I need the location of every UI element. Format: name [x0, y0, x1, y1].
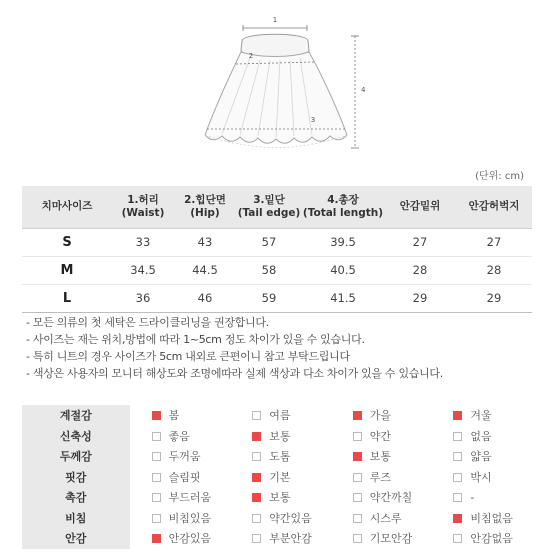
attribute-option — [431, 508, 532, 529]
attribute-option-label: 보통 — [269, 491, 291, 505]
attribute-option-label: 약간까칠 — [369, 491, 413, 505]
attribute-option-label: 비침없음 — [470, 511, 513, 525]
attribute-option-label: 여름 — [269, 409, 291, 423]
unchecked-checkbox-icon — [353, 432, 362, 441]
size-label: M — [22, 256, 112, 284]
marker-1: 1 — [272, 16, 278, 24]
unchecked-checkbox-icon — [152, 452, 161, 461]
unchecked-checkbox-icon — [252, 514, 261, 523]
checked-checkbox-icon — [252, 493, 261, 502]
attribute-option-label: 시스루 — [369, 511, 402, 525]
unchecked-checkbox-icon — [453, 432, 462, 441]
attribute-option-label: 겨울 — [470, 409, 492, 423]
waist-dimension-marker — [243, 16, 307, 31]
attribute-label: 계절감 — [22, 405, 130, 426]
attribute-option — [331, 405, 432, 426]
attribute-row — [22, 426, 532, 447]
attribute-option-label: 보통 — [369, 450, 392, 464]
attribute-option-label: 슬림핏 — [168, 470, 201, 484]
checked-checkbox-icon — [252, 473, 261, 482]
size-row-l — [22, 284, 532, 312]
attribute-option — [331, 528, 432, 549]
size-value: 29 — [456, 284, 532, 312]
checked-checkbox-icon — [353, 411, 362, 420]
attribute-option-label: 부분안감 — [269, 532, 312, 546]
size-value: 39.5 — [302, 228, 384, 256]
attribute-label: 비침 — [22, 508, 130, 529]
unchecked-checkbox-icon — [152, 473, 161, 482]
checked-checkbox-icon — [453, 514, 462, 523]
note-item: - 사이즈는 재는 위치,방법에 따라 1~5cm 정도 차이가 있을 수 있습니다. — [26, 333, 365, 346]
attribute-option-label: 기본 — [269, 470, 291, 484]
attribute-option-label: 도톰 — [269, 450, 291, 464]
attribute-table — [22, 405, 532, 549]
attribute-option — [331, 508, 432, 529]
attribute-option-label: 기모안감 — [369, 532, 413, 546]
marker-2: 2 — [248, 52, 254, 60]
attribute-option — [431, 446, 532, 467]
attribute-option — [431, 467, 532, 488]
attribute-option — [130, 446, 231, 467]
attribute-option — [230, 467, 331, 488]
attribute-option — [130, 467, 231, 488]
care-notes — [26, 314, 443, 382]
unchecked-checkbox-icon — [252, 534, 261, 543]
attribute-option — [230, 487, 331, 508]
size-value: 41.5 — [302, 284, 384, 312]
attribute-option-label: 좋음 — [168, 429, 190, 443]
attribute-option — [331, 426, 432, 447]
unchecked-checkbox-icon — [453, 473, 462, 482]
unchecked-checkbox-icon — [353, 514, 362, 523]
size-value: 40.5 — [302, 256, 384, 284]
skirt-diagram — [0, 0, 554, 165]
unchecked-checkbox-icon — [353, 473, 362, 482]
size-label: L — [22, 284, 112, 312]
size-row-m — [22, 256, 532, 284]
attribute-option — [130, 405, 231, 426]
checked-checkbox-icon — [252, 432, 261, 441]
unchecked-checkbox-icon — [152, 493, 161, 502]
attribute-option — [230, 426, 331, 447]
attribute-option-label: 안감없음 — [470, 532, 513, 546]
attribute-option — [230, 528, 331, 549]
unchecked-checkbox-icon — [453, 452, 462, 461]
attribute-label: 두께감 — [22, 446, 130, 467]
attribute-option — [431, 405, 532, 426]
attribute-label: 촉감 — [22, 487, 130, 508]
attribute-option-label: 봄 — [168, 409, 180, 423]
attribute-option-label: 얇음 — [470, 450, 492, 464]
header-size: 치마사이즈 — [22, 186, 112, 228]
attribute-option — [331, 446, 432, 467]
size-value: 57 — [236, 228, 302, 256]
size-value: 59 — [236, 284, 302, 312]
attribute-option — [431, 528, 532, 549]
size-value: 43 — [174, 228, 236, 256]
size-value: 44.5 — [174, 256, 236, 284]
note-item: - 특히 니트의 경우 사이즈가 5cm 내외로 큰편이니 참고 부탁드립니다 — [26, 350, 350, 363]
attribute-row — [22, 405, 532, 426]
unchecked-checkbox-icon — [252, 452, 261, 461]
unchecked-checkbox-icon — [353, 493, 362, 502]
attribute-option-label: 약간 — [369, 429, 392, 443]
size-value: 27 — [456, 228, 532, 256]
attribute-option-label: 약간있음 — [269, 511, 312, 525]
attribute-option — [331, 487, 432, 508]
attribute-option-label: 박시 — [470, 470, 492, 484]
attribute-row — [22, 508, 532, 529]
note-item: - 색상은 사용자의 모니터 해상도와 조명에따라 실제 색상과 다소 차이가 있을 수 있습니다. — [26, 367, 443, 380]
checked-checkbox-icon — [453, 411, 462, 420]
attribute-option — [431, 487, 532, 508]
unchecked-checkbox-icon — [252, 411, 261, 420]
attribute-option-label: 안감있음 — [168, 532, 212, 546]
attribute-label: 신축성 — [22, 426, 130, 447]
size-value: 27 — [384, 228, 456, 256]
unchecked-checkbox-icon — [353, 534, 362, 543]
attribute-option-label: 가을 — [369, 409, 392, 423]
size-label: S — [22, 228, 112, 256]
attribute-option — [331, 467, 432, 488]
unchecked-checkbox-icon — [453, 493, 462, 502]
attribute-option-label: 보통 — [269, 429, 291, 443]
attribute-option — [130, 528, 231, 549]
note-item: - 모든 의류의 첫 세탁은 드라이클리닝을 권장합니다. — [26, 316, 269, 329]
size-value: 36 — [112, 284, 174, 312]
attribute-option-label: 부드러움 — [168, 491, 212, 505]
attribute-option-label: - — [470, 490, 475, 504]
size-value: 29 — [384, 284, 456, 312]
checked-checkbox-icon — [152, 411, 161, 420]
header-total-length: 4.총장 (Total length) — [302, 186, 384, 228]
size-value: 28 — [384, 256, 456, 284]
header-tail-edge: 3.밑단 (Tail edge) — [236, 186, 302, 228]
attribute-option — [230, 508, 331, 529]
size-value: 58 — [236, 256, 302, 284]
unit-label: (단위: cm) — [475, 171, 524, 182]
size-row-s — [22, 228, 532, 256]
header-hip: 2.힙단면 (Hip) — [174, 186, 236, 228]
size-value: 46 — [174, 284, 236, 312]
size-value: 33 — [112, 228, 174, 256]
attribute-row — [22, 467, 532, 488]
checked-checkbox-icon — [152, 534, 161, 543]
attribute-option — [130, 426, 231, 447]
header-waist: 1.허리 (Waist) — [112, 186, 174, 228]
attribute-row — [22, 487, 532, 508]
header-lining-rise: 안감밑위 — [384, 186, 456, 228]
attribute-row — [22, 446, 532, 467]
unchecked-checkbox-icon — [453, 534, 462, 543]
attribute-option-label: 두꺼움 — [168, 450, 201, 464]
attribute-label: 안감 — [22, 528, 130, 549]
attribute-option — [431, 426, 532, 447]
marker-4: 4 — [361, 86, 366, 94]
attribute-option-label: 없음 — [470, 429, 492, 443]
attribute-option — [130, 487, 231, 508]
attribute-option-label: 비침있음 — [168, 511, 212, 525]
attribute-option-label: 루즈 — [369, 470, 392, 484]
checked-checkbox-icon — [353, 452, 362, 461]
marker-3: 3 — [310, 116, 316, 124]
attribute-option — [230, 405, 331, 426]
size-value: 34.5 — [112, 256, 174, 284]
unchecked-checkbox-icon — [152, 514, 161, 523]
size-value: 28 — [456, 256, 532, 284]
attribute-option — [130, 508, 231, 529]
size-table — [22, 186, 532, 313]
header-lining-thigh: 안감허벅지 — [456, 186, 532, 228]
size-table-header-row — [22, 186, 532, 228]
attribute-label: 핏감 — [22, 467, 130, 488]
unchecked-checkbox-icon — [152, 432, 161, 441]
attribute-row — [22, 528, 532, 549]
length-dimension-marker — [351, 36, 366, 148]
attribute-option — [230, 446, 331, 467]
